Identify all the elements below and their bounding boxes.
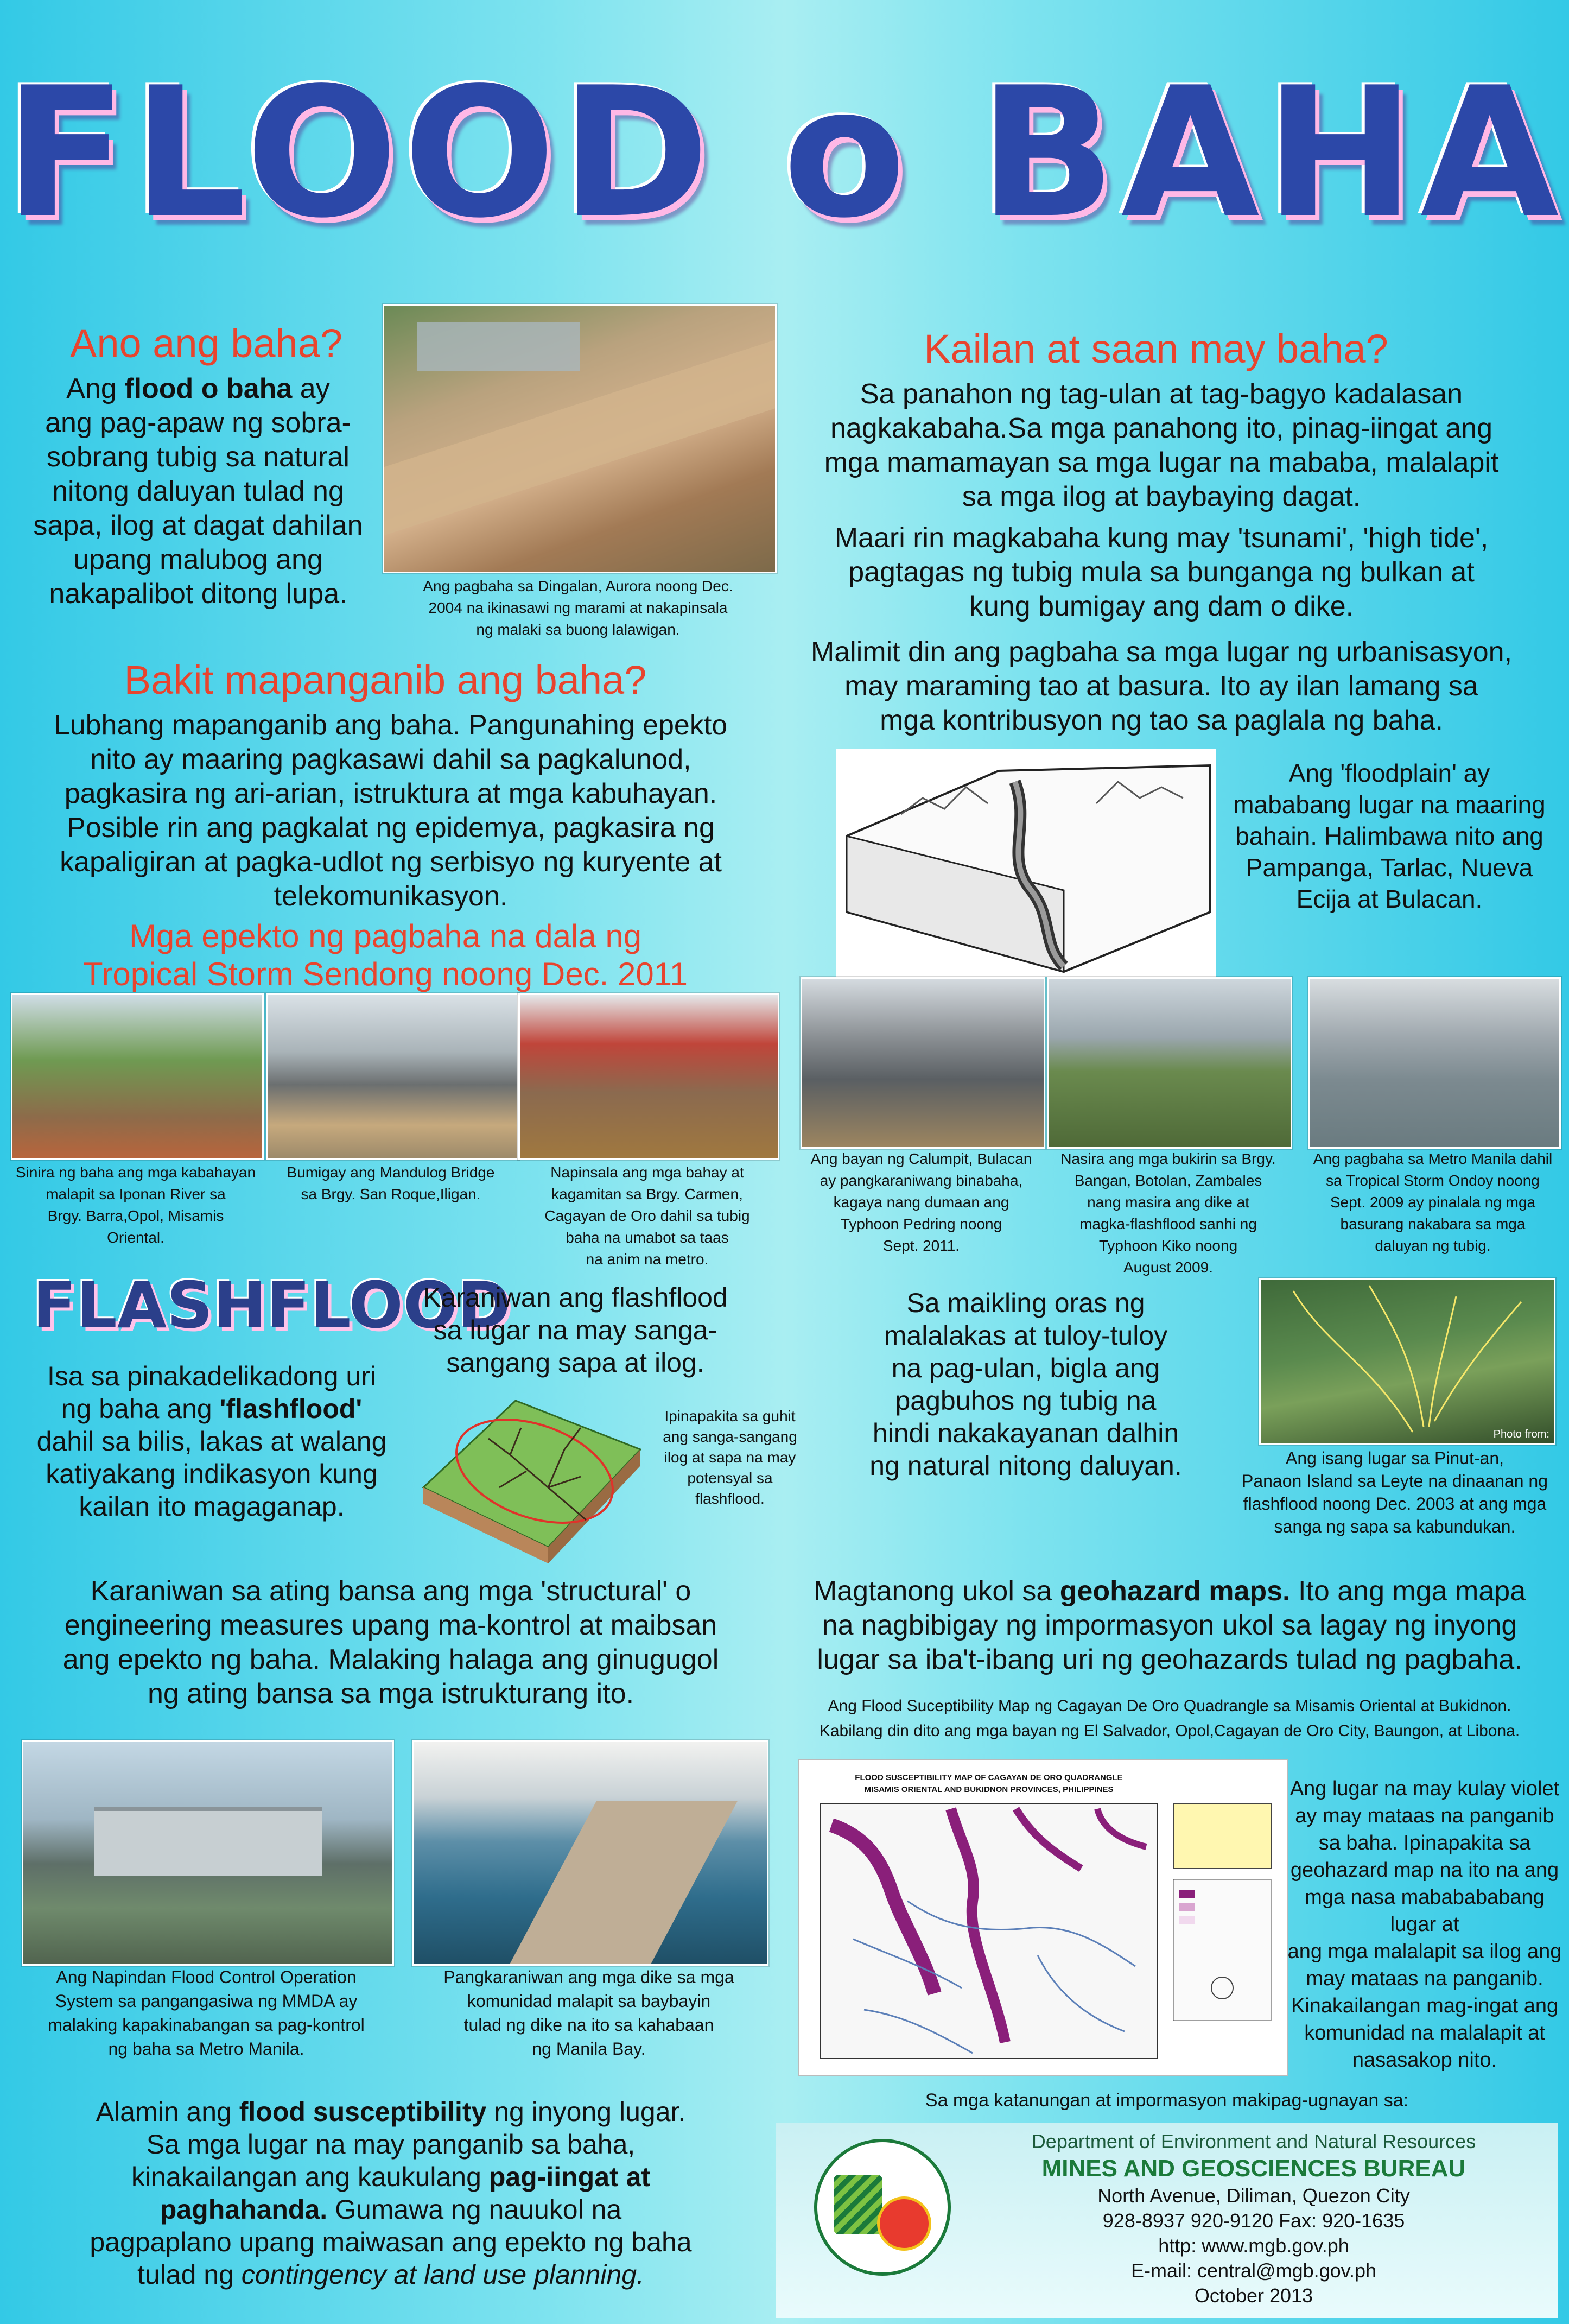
photo-pinut-an-flashflood bbox=[1259, 1278, 1555, 1445]
denr-leaf-mark bbox=[834, 2175, 882, 2234]
dike-shape bbox=[492, 1801, 737, 1966]
caption-flashflood-diagram: Ipinapakita sa guhit ang sanga-sangang ilog at sapa na may potensyal sa flashflood. bbox=[663, 1408, 797, 1507]
text-kailan-p3: Malimit din ang pagbaha sa mga lugar ng urbanisasyon, may maraming tao at basura. Ito ay ilan lamang sa mga kontribusyon ng tao sa paglala ng baha. bbox=[810, 636, 1513, 736]
houses-shape bbox=[417, 322, 580, 371]
photo-manila-bay-dike bbox=[412, 1740, 768, 1966]
term-flood: flood o baha bbox=[124, 373, 293, 404]
caption-calumpit: Ang bayan ng Calumpit, Bulacan ay pangkaraniwang binabaha, kagaya nang dumaan ang Typhoon Pedring noong Sept. 2011. bbox=[810, 1150, 1032, 1254]
floodplain-diagram-svg bbox=[836, 749, 1216, 977]
text-floodplain: Ang 'floodplain' ay mababang lugar na maaring bahain. Halimbawa nito ang Pampanga, Tarlac, Nueva Ecija at Bulacan. bbox=[1233, 759, 1546, 913]
caption-manila-bay: Pangkaraniwan ang mga dike sa mga komunidad malapit sa baybayin tulad ng dike na ito sa kahabaan ng Manila Bay. bbox=[443, 1967, 734, 2059]
photo-brgy-carmen bbox=[518, 993, 779, 1160]
text-flashflood-left: Isa sa pinakadelikadong uri ng baha ang 'flashflood' dahil sa bilis, lakas at walang katiyakang indikasyon kung kailan ito magaganap. bbox=[36, 1361, 387, 1522]
heading-kailan-at-saan: Kailan at saan may baha? bbox=[924, 326, 1388, 371]
photo-zambales-fields bbox=[1047, 977, 1292, 1149]
caption-zambales: Nasira ang mga bukirin sa Brgy. Bangan, Botolan, Zambales nang masira ang dike at magka-flashflood sanhi ng Typhoon Kiko noong August 2009. bbox=[1060, 1150, 1276, 1276]
term-flood-susceptibility: flood susceptibility bbox=[239, 2097, 487, 2127]
term-geohazard-maps: geohazard maps. bbox=[1059, 1575, 1291, 1607]
heading-ano-ang-baha: Ano ang baha? bbox=[69, 321, 343, 366]
term-paghahanda: paghahanda. bbox=[160, 2194, 328, 2225]
contact-details bbox=[955, 2129, 1552, 2308]
contact-address: North Avenue, Diliman, Quezon City bbox=[1097, 2184, 1410, 2207]
text-flashflood-intro: Karaniwan ang flashflood sa lugar na may sanga- sangang sapa at ilog. bbox=[423, 1282, 728, 1378]
text-structural-measures: Karaniwan sa ating bansa ang mga 'structural' o engineering measures upang ma-kontrol at maibsan ang epekto ng baha. Malaking halaga ang ginugugol ng ating bansa sa mga istrukturang ito. bbox=[62, 1575, 719, 1709]
text-geohazard: Magtanong ukol sa geohazard maps. Ito ang mga mapa na nagbibigay ng impormasyon ukol sa lagay ng inyong lugar sa iba't-ibang uri ng geohazards tulad ng pagbaha. bbox=[813, 1575, 1526, 1675]
text-kailan-p2: Maari rin magkabaha kung may 'tsunami', 'high tide', pagtagas ng tubig mula sa bunganga ng bulkan at kung bumigay ang dam o dike. bbox=[834, 522, 1489, 622]
flood-map-svg bbox=[799, 1760, 1287, 2075]
text-map-intro: Ang Flood Suceptibility Map ng Cagayan De Oro Quadrangle sa Misamis Oriental at Bukidnon. Kabilang din dito ang mga bayan ng El Salvador, Opol,Cagayan de Oro City, Baungon, at Libona. bbox=[819, 1697, 1520, 1740]
term-flashflood: 'flashflood' bbox=[219, 1394, 363, 1424]
text-flashflood-middle: Sa maikling oras ng malalakas at tuloy-tuloy na pag-ulan, bigla ang pagbuhos ng tubig na hindi nakakayanan dalhin ng natural nitong daluyan. bbox=[869, 1288, 1182, 1481]
contact-website: http: www.mgb.gov.ph bbox=[1158, 2234, 1349, 2257]
caption-pinut-an: Ang isang lugar sa Pinut-an, Panaon Island sa Leyte na dinaanan ng flashflood noong Dec. 2003 at ang mga sanga ng sapa sa kabundukan. bbox=[1241, 1448, 1548, 1536]
photo-ondoy-manila bbox=[1308, 977, 1561, 1149]
text-closing: Alamin ang flood susceptibility ng inyong lugar. Sa mga lugar na may panganib sa baha, kinakailangan ang kaukulang pag-iingat at paghahanda. Gumawa ng nauukol na pagpaplano upang maiwasan ang epekto ng baha tulad ng contingency at land use planning. bbox=[90, 2097, 692, 2290]
mgb-gear-mark bbox=[877, 2196, 931, 2251]
floodplain-diagram bbox=[836, 749, 1216, 977]
contact-box bbox=[776, 2123, 1558, 2318]
flashflood-slope-svg bbox=[418, 1390, 646, 1563]
caption-ondoy: Ang pagbaha sa Metro Manila dahil sa Tropical Storm Ondoy noong Sept. 2009 ay pinalala ng mga basurang nakabara sa mga daluyan ng tubig. bbox=[1313, 1150, 1553, 1254]
caption-iponan: Sinira ng baha ang mga kabahayan malapit sa Iponan River sa Brgy. Barra,Opol, Misamis Oriental. bbox=[15, 1164, 256, 1246]
contact-email: E-mail: central@mgb.gov.ph bbox=[1130, 2259, 1377, 2282]
caption-carmen: Napinsala ang mga bahay at kagamitan sa Brgy. Carmen, Cagayan de Oro dahil sa tubig baha na umabot sa taas na anim na metro. bbox=[544, 1164, 750, 1268]
contact-bureau: MINES AND GEOSCIENCES BUREAU bbox=[1041, 2155, 1466, 2182]
photo-calumpit bbox=[801, 977, 1045, 1149]
contact-intro: Sa mga katanungan at impormasyon makipag-ugnayan sa: bbox=[925, 2090, 1409, 2111]
caption-napindan: Ang Napindan Flood Control Operation System sa pangangasiwa ng MMDA ay malaking kapakinabangan sa pag-kontrol ng baha sa Metro Manila. bbox=[48, 1967, 365, 2059]
photo-credit: Photo from: bbox=[1493, 1428, 1549, 1440]
photo-mandulog-bridge bbox=[266, 993, 519, 1160]
text-bakit-mapanganib: Lubhang mapanganib ang baha. Pangunahing epekto nito ay maaring pagkasawi dahil sa pagkalunod, pagkasira ng ari-arian, istruktura at mga kabuhayan. Posible rin ang pagkalat ng epidemya, pagkasira ng kapaligiran at pagka-udlot ng serbisyo ng kuryente at telekomunikasyon. bbox=[54, 710, 728, 912]
flashflood-title: FLASHFLOOD bbox=[33, 1268, 511, 1343]
photo-dingalan-flood bbox=[383, 304, 777, 573]
mgb-seal-logo bbox=[814, 2139, 951, 2276]
caption-mandulog: Bumigay ang Mandulog Bridge sa Brgy. San Roque,Iligan. bbox=[287, 1164, 495, 1202]
term-contingency: contingency at land use planning. bbox=[241, 2259, 645, 2290]
floodgate-shape bbox=[94, 1807, 322, 1876]
text-ano-ang-baha: Ang flood o baha ay ang pag-apaw ng sobra- sobrang tubig sa natural nitong daluyan tulad ng sapa, ilog at dagat dahilan upang malubog ang nakapalibot ditong lupa. bbox=[33, 373, 363, 610]
photo-iponan-river bbox=[11, 993, 264, 1160]
map-title: FLOOD SUSCEPTIBILITY MAP OF CAGAYAN DE ORO QUADRANGLE MISAMIS ORIENTAL AND BUKIDNON PROVINCES, PHILIPPINES bbox=[855, 1773, 1123, 1794]
heading-sendong: Mga epekto ng pagbaha na dala ng Tropical Storm Sendong noong Dec. 2011 bbox=[82, 918, 688, 992]
photo-napindan-flood-control bbox=[22, 1740, 394, 1966]
flashflood-slope-diagram bbox=[418, 1390, 646, 1563]
poster-title: FLOOD o BAHA bbox=[4, 49, 1565, 257]
flashflood-paths-svg bbox=[1261, 1280, 1554, 1443]
contact-dept: Department of Environment and Natural Resources bbox=[1031, 2130, 1476, 2152]
term-pag-iingat: pag-iingat at bbox=[488, 2162, 651, 2192]
heading-bakit-mapanganib: Bakit mapanganib ang baha? bbox=[124, 657, 647, 702]
contact-phones: 928-8937 920-9120 Fax: 920-1635 bbox=[1102, 2209, 1405, 2232]
text-kailan-p1: Sa panahon ng tag-ulan at tag-bagyo kadalasan nagkakabaha.Sa mga panahong ito, pinag-iingat ang mga mamamayan sa mga lugar na mababa, malalapit sa mga ilog at baybaying dagat. bbox=[824, 378, 1499, 512]
contact-date: October 2013 bbox=[1194, 2284, 1313, 2307]
text-map-side: Ang lugar na may kulay violet ay may mataas na panganib sa baha. Ipinapakita sa geohazard map na ito na ang mga nasa mababababang lugar at ang mga malalapit sa ilog ang may mataas na panganib. Kinakailangan mag-ingat ang komunidad na malalapit at nasasakop nito. bbox=[1287, 1777, 1562, 2072]
caption-dingalan: Ang pagbaha sa Dingalan, Aurora noong Dec. 2004 na ikinasawi ng marami at nakapinsala ng malaki sa buong lalawigan. bbox=[423, 578, 733, 638]
flood-susceptibility-map bbox=[798, 1759, 1288, 2076]
